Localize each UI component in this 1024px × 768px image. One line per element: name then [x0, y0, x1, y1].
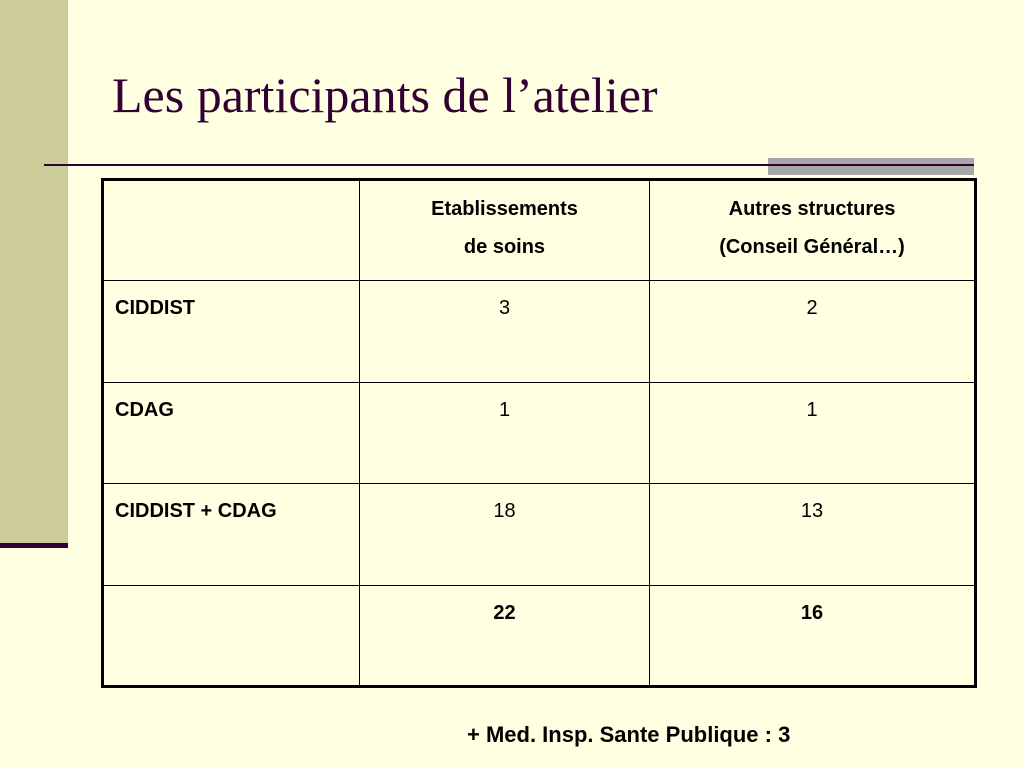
title-rule [44, 164, 974, 166]
left-decorative-band [0, 0, 68, 543]
total-autres: 16 [650, 585, 976, 686]
table-row [103, 281, 976, 382]
row-label: CDAG [103, 382, 360, 483]
header-etablissements [360, 180, 650, 281]
row-label: CIDDIST [103, 281, 360, 382]
title-rule-accent [768, 158, 974, 175]
total-etablissements: 22 [360, 585, 650, 686]
cell-etablissements: 18 [360, 484, 650, 585]
header-autres-line2: (Conseil Général…) [719, 236, 905, 258]
header-autres-line1: Autres structures [728, 198, 896, 220]
cell-autres: 1 [650, 382, 976, 483]
header-etablissements-line2: de soins [463, 236, 546, 258]
total-row-label [103, 585, 360, 686]
table-header-row [103, 180, 976, 281]
cell-autres: 2 [650, 281, 976, 382]
table-row [103, 382, 976, 483]
slide-title: Les participants de l’atelier [112, 67, 658, 123]
cell-etablissements: 3 [360, 281, 650, 382]
cell-autres: 13 [650, 484, 976, 585]
cell-etablissements: 1 [360, 382, 650, 483]
row-label: CIDDIST + CDAG [103, 484, 360, 585]
table-row [103, 484, 976, 585]
left-band-underline [0, 543, 68, 548]
footnote: + Med. Insp. Sante Publique : 3 [467, 722, 791, 747]
header-empty-cell [103, 180, 360, 281]
header-etablissements-line1: Etablissements [431, 198, 578, 220]
header-autres-structures [650, 180, 976, 281]
table-total-row [103, 585, 976, 686]
participants-table [101, 178, 977, 688]
